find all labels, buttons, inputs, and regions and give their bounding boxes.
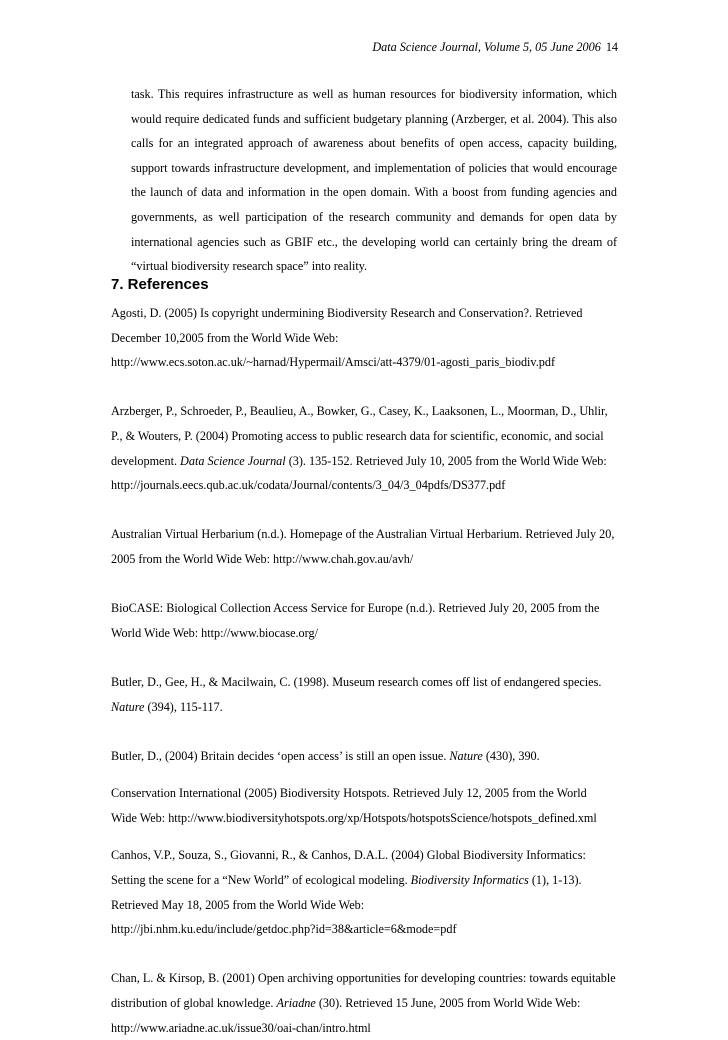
reference-url: http://www.ariadne.ac.uk/issue30/oai-chan/intro.html — [111, 1020, 371, 1035]
reference-agosti: Agosti, D. (2005) Is copyright undermining Biodiversity Research and Conservation?. Retrieved December 10,2005 from the World Wide Web: http://www.ecs.soton.ac.uk/~harnad/Hypermail/Amsci/att-4379/01-agosti_paris_biodiv.pdf — [111, 301, 623, 375]
section-title: 7. References — [111, 276, 209, 293]
journal-name: Nature — [111, 699, 145, 714]
page-number: 14 — [605, 40, 618, 54]
journal-name: Nature — [449, 748, 483, 763]
reference-url: http://jbi.nhm.ku.edu/include/getdoc.php?id=38&article=6&mode=pdf — [111, 922, 457, 937]
reference-conservation-international: Conservation International (2005) Biodiversity Hotspots. Retrieved July 12, 2005 from the World Wide Web: http://www.biodiversityhotspots.org/xp/Hotspots/hotspotsScience/hotspots_defined.xml — [111, 786, 597, 825]
intro-paragraph: task. This requires infrastructure as well as human resources for biodiversity information, which would require dedicated funds and sufficient budgetary planning (Arzberger, et al. 2004). This also calls for an integrated approach of awareness about benefits of open access, capacity building, support towards infrastructure development, and implementation of policies that would encourage the launch of data and information in the open domain. With a boost from funding agencies and governments, as well participation of the research community and demands for open data by international agencies such as GBIF etc., the developing world can certainly bring the dream of “virtual biodiversity research space” into reality. — [131, 87, 617, 274]
journal-citation: Data Science Journal, Volume 5, 05 June 2006 — [372, 40, 601, 54]
journal-name: Biodiversity Informatics — [410, 873, 529, 888]
reference-canhos: Canhos, V.P., Souza, S., Giovanni, R., & Canhos, D.A.L. (2004) Global Biodiversity Informatics: Setting the scene for a “New World” of ecological modeling. Biodiversity Informatics (1), 1-13). Retrieved May 18, 2005 from the World Wide Web: http://jbi.nhm.ku.edu/include/getdoc.php?id=38&article=6&mode=pdf — [111, 843, 623, 941]
reference-arzberger: Arzberger, P., Schroeder, P., Beaulieu, A., Bowker, G., Casey, K., Laaksonen, L., Moorman, D., Uhlir, P., & Wouters, P. (2004) Promoting access to public research data for scientific, economic, and social development. Data Science Journal (3). 135-152. Retrieved July 10, 2005 from the World Wide Web: http://journals.eecs.qub.ac.uk/codata/Journal/contents/3_04/3_04pdfs/DS377.pdf — [111, 399, 623, 497]
reference-butler-1998: Butler, D., Gee, H., & Macilwain, C. (1998). Museum research comes off list of endangered species. Nature (394), 115-117. — [111, 674, 602, 714]
reference-list — [111, 301, 623, 1040]
reference-url: http://journals.eecs.qub.ac.uk/codata/Journal/contents/3_04/3_04pdfs/DS377.pdf — [111, 478, 506, 493]
reference-butler-2004: Butler, D., (2004) Britain decides ‘open access’ is still an open issue. Nature (430), 390. — [111, 748, 540, 763]
reference-url: http://www.ecs.soton.ac.uk/~harnad/Hypermail/Amsci/att-4379/01-agosti_paris_biodiv.pdf — [111, 355, 556, 370]
reference-chan: Chan, L. & Kirsop, B. (2001) Open archiving opportunities for developing countries: towards equitable distribution of global knowledge. Ariadne (30). Retrieved 15 June, 2005 from World Wide Web: http://www.ariadne.ac.uk/issue30/oai-chan/intro.html — [111, 966, 623, 1040]
reference-biocase: BioCASE: Biological Collection Access Service for Europe (n.d.). Retrieved July 20, 2005 from the World Wide Web: http://www.biocase.org/ — [111, 601, 600, 640]
journal-name: Ariadne — [276, 996, 316, 1011]
running-header — [372, 40, 618, 55]
reference-avh: Australian Virtual Herbarium (n.d.). Homepage of the Australian Virtual Herbarium. Retrieved July 20, 2005 from the World Wide Web: http://www.chah.gov.au/avh/ — [111, 527, 615, 566]
journal-name: Data Science Journal — [180, 453, 286, 468]
